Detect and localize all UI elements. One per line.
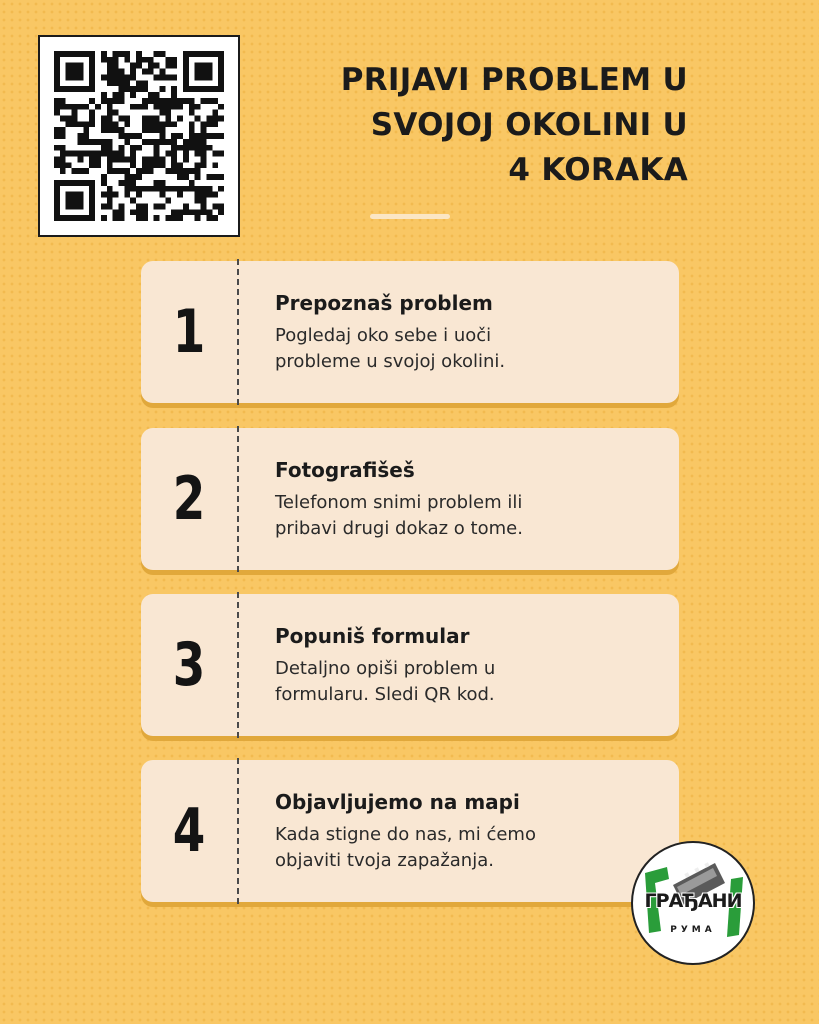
step-card-3 bbox=[141, 594, 679, 736]
description-line: formularu. Sledi QR kod. bbox=[275, 684, 495, 705]
description-line: probleme u svojoj okolini. bbox=[275, 351, 506, 372]
step-description bbox=[275, 323, 665, 375]
title-line: PRIJAVI PROBLEM U bbox=[340, 62, 688, 98]
step-number: 1 bbox=[172, 297, 206, 367]
step-description bbox=[275, 822, 665, 874]
step-number: 2 bbox=[172, 464, 206, 534]
step-number: 4 bbox=[172, 796, 206, 866]
step-description bbox=[275, 490, 665, 542]
logo-subtitle: РУМА bbox=[670, 925, 716, 935]
step-title: Objavljujemo na mapi bbox=[275, 790, 520, 814]
dashed-divider bbox=[237, 259, 239, 405]
dashed-divider bbox=[237, 426, 239, 572]
step-number: 3 bbox=[172, 630, 206, 700]
step-card-2 bbox=[141, 428, 679, 570]
description-line: Telefonom snimi problem ili bbox=[275, 492, 523, 513]
qr-modules bbox=[54, 51, 224, 221]
description-line: Kada stigne do nas, mi ćemo bbox=[275, 824, 536, 845]
title-line: SVOJOJ OKOLINI U bbox=[370, 107, 688, 143]
step-title: Fotografišeš bbox=[275, 458, 415, 482]
dashed-divider bbox=[237, 758, 239, 904]
dashed-divider bbox=[237, 592, 239, 738]
description-line: Detaljno opiši problem u bbox=[275, 658, 496, 679]
step-card-1 bbox=[141, 261, 679, 403]
step-text bbox=[275, 788, 665, 874]
step-card-4 bbox=[141, 760, 679, 902]
step-text bbox=[275, 622, 665, 708]
step-text bbox=[275, 289, 665, 375]
step-text bbox=[275, 456, 665, 542]
step-description bbox=[275, 656, 665, 708]
page-title bbox=[228, 58, 688, 193]
logo-word: ГРАЂАНИ bbox=[644, 890, 742, 912]
description-line: objaviti tvoja zapažanja. bbox=[275, 850, 494, 871]
title-divider bbox=[370, 214, 450, 219]
step-title: Prepoznaš problem bbox=[275, 291, 493, 315]
description-line: pribavi drugi dokaz o tome. bbox=[275, 518, 523, 539]
qr-code-icon bbox=[54, 51, 224, 221]
gradjani-ruma-logo bbox=[631, 841, 755, 965]
qr-code[interactable] bbox=[38, 35, 240, 237]
description-line: Pogledaj oko sebe i uoči bbox=[275, 325, 492, 346]
step-title: Popuniš formular bbox=[275, 624, 470, 648]
title-line: 4 KORAKA bbox=[508, 152, 688, 188]
